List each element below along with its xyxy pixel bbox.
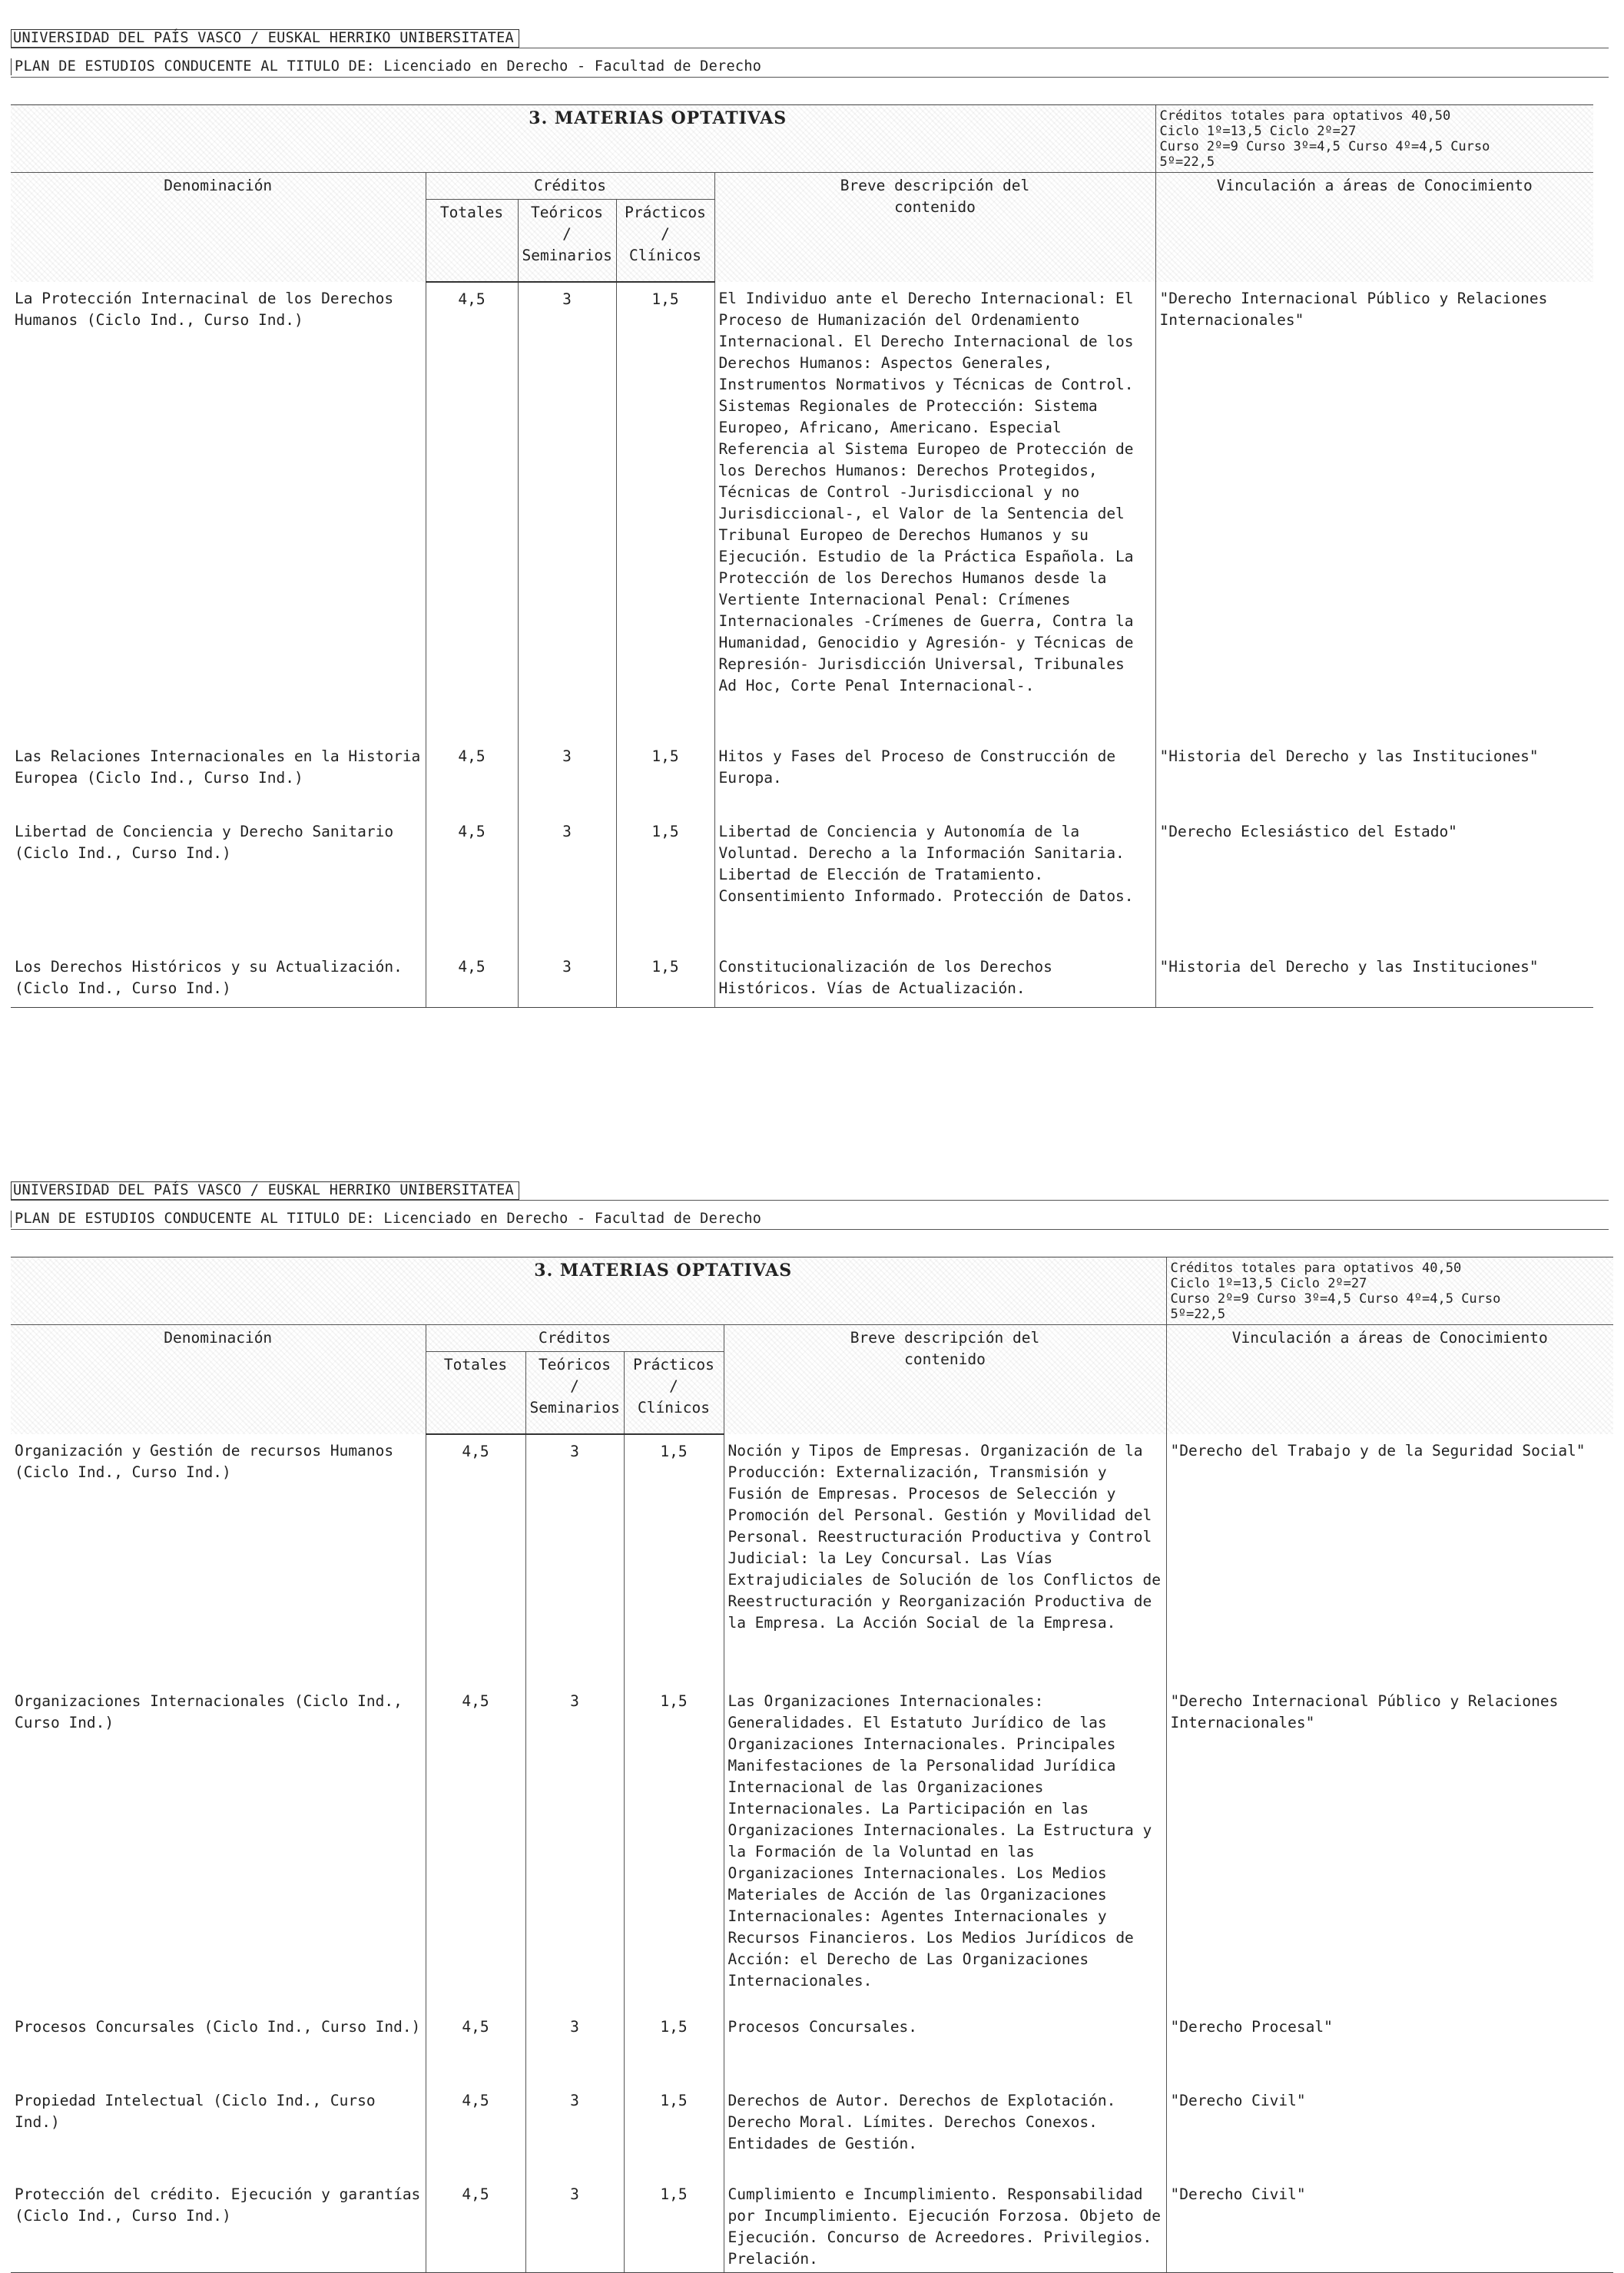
table-row [11, 2084, 1613, 2178]
credits-totales: 4,5 [426, 2010, 525, 2084]
credits-teoricos: 3 [518, 740, 616, 815]
subject-description: Libertad de Conciencia y Autonomía de la Voluntad. Derecho a la Información Sanitaria. Libertad de Elección de Tratamiento. Consentimiento Informado. Protección de Datos. [714, 815, 1155, 950]
subject-description: Procesos Concursales. [724, 2010, 1166, 2084]
university-header: UNIVERSIDAD DEL PAÍS VASCO / EUSKAL HERRIKO UNIBERSITATEA [11, 1181, 519, 1200]
table-row [11, 740, 1593, 815]
credits-teoricos: 3 [518, 282, 616, 740]
section-title: 3. MATERIAS OPTATIVAS [11, 1257, 1166, 1325]
table-row [11, 282, 1593, 740]
subject-name: La Protección Internacinal de los Derechos Humanos (Ciclo Ind., Curso Ind.) [11, 282, 426, 740]
header-rule [11, 77, 1609, 78]
plan-header: PLAN DE ESTUDIOS CONDUCENTE AL TITULO DE: Licenciado en Derecho - Facultad de Derecho [11, 1211, 761, 1228]
university-header: UNIVERSIDAD DEL PAÍS VASCO / EUSKAL HERRIKO UNIBERSITATEA [11, 29, 519, 48]
header-practicos-line3: Clínicos [638, 1399, 710, 1416]
subject-description: Hitos y Fases del Proceso de Construcción de Europa. [714, 740, 1155, 815]
credits-total [1166, 1257, 1613, 1325]
header-teoricos-line2: / [570, 1377, 579, 1395]
credits-teoricos: 3 [525, 2084, 624, 2178]
header-teoricos-line1: Teóricos [539, 1356, 611, 1373]
subject-description: Cumplimiento e Incumplimiento. Responsabilidad por Incumplimiento. Ejecución Forzosa. Objeto de Ejecución. Concurso de Acreedores. Privilegios. Prelación. [724, 2178, 1166, 2273]
subject-name: Los Derechos Históricos y su Actualización. (Ciclo Ind., Curso Ind.) [11, 950, 426, 1007]
header-creditos: Créditos [426, 1325, 724, 1352]
header-teoricos [518, 200, 616, 283]
credits-total-label: Créditos totales para optativos 40,50 [1170, 1261, 1462, 1276]
knowledge-area: "Derecho del Trabajo y de la Seguridad Social" [1170, 1442, 1586, 1460]
table-row [11, 2178, 1613, 2273]
knowledge-area: "Derecho Internacional Público y Relaciones Internacionales" [1170, 1692, 1559, 1731]
knowledge-area: "Derecho Eclesiástico del Estado" [1159, 823, 1457, 840]
header-teoricos-line3: Seminarios [529, 1399, 620, 1416]
credits-totales: 4,5 [426, 282, 518, 740]
credits-practicos: 1,5 [651, 290, 679, 308]
table-row [11, 950, 1593, 1007]
header-rule [11, 1200, 1609, 1201]
header-descripcion-line2: contenido [904, 1350, 986, 1368]
subject-description: Las Organizaciones Internacionales: Generalidades. El Estatuto Jurídico de las Organizaciones Internacionales. Principales Manifestaciones de la Personalidad Jurídica Internacional de las Organizaciones Internacionales. La Participación en las Organizaciones Internacionales. La Estructura y la Formación de la Voluntad en las Organizaciones Internacionales. Los Medios Materiales de Acción de las Organizaciones Internacionales: Agentes Internacionales y Recursos Financieros. Los Medios Jurídicos de Acción: el Derecho de Las Organizaciones Internacionales. [724, 1685, 1166, 2010]
credits-teoricos: 3 [518, 950, 616, 1007]
table-row [11, 2010, 1613, 2084]
credits-totales: 4,5 [426, 1434, 525, 1685]
table-row [11, 1434, 1613, 1685]
header-practicos-line1: Prácticos [625, 204, 706, 221]
credits-totales: 4,5 [426, 2084, 525, 2178]
optativas-table [11, 104, 1593, 1008]
subject-name: Las Relaciones Internacionales en la Historia Europea (Ciclo Ind., Curso Ind.) [11, 740, 426, 815]
credits-practicos: 1,5 [660, 1692, 688, 1710]
credits-totales: 4,5 [426, 950, 518, 1007]
header-vinculacion: Vinculación a áreas de Conocimiento [1166, 1325, 1613, 1435]
credits-practicos: 1,5 [651, 747, 679, 765]
credits-teoricos: 3 [525, 2010, 624, 2084]
header-descripcion-line1: Breve descripción del [850, 1329, 1040, 1347]
header-denominacion: Denominación [11, 1325, 426, 1435]
credits-totales: 4,5 [426, 1685, 525, 2010]
table-row [11, 1685, 1613, 2010]
subject-description: El Individuo ante el Derecho Internacional: El Proceso de Humanización del Ordenamiento Internacional. El Derecho Internacional de los Derechos Humanos: Aspectos Generales, Instrumentos Normativos y Técnicas de Control. Sistemas Regionales de Protección: Sistema Europeo, Africano, Americano. Especial Referencia al Sistema Europeo de Protección de los Derechos Humanos: Derechos Protegidos, Técnicas de Control -Jurisdiccional y no Jurisdiccional-, el Valor de la Sentencia del Tribunal Europeo de Derechos Humanos y su Ejecución. Estudio de la Práctica Española. La Protección de los Derechos Humanos desde la Vertiente Internacional Penal: Crímenes Internacionales -Crímenes de Guerra, Contra la Humanidad, Genocidio y Agresión- y Técnicas de Represión- Jurisdicción Universal, Tribunales Ad Hoc, Corte Penal Internacional-. [714, 282, 1155, 740]
credits-teoricos: 3 [525, 1434, 624, 1685]
credits-course: Curso 2º=9 Curso 3º=4,5 Curso 4º=4,5 Curso [1159, 139, 1490, 154]
knowledge-area: "Historia del Derecho y las Instituciones" [1155, 950, 1593, 1007]
credits-teoricos: 3 [525, 2178, 624, 2273]
credits-total [1155, 105, 1593, 173]
credits-practicos: 1,5 [651, 823, 679, 840]
optativas-table [11, 1257, 1613, 2273]
credits-teoricos: 3 [518, 815, 616, 950]
header-descripcion [714, 173, 1155, 283]
header-practicos-line3: Clínicos [629, 247, 701, 264]
subject-description: Derechos de Autor. Derechos de Explotación. Derecho Moral. Límites. Derechos Conexos. Entidades de Gestión. [724, 2084, 1166, 2178]
header-denominacion: Denominación [11, 173, 426, 283]
credits-course-5: 5º=22,5 [1159, 154, 1215, 170]
header-practicos-line2: / [669, 1377, 678, 1395]
knowledge-area: "Derecho Civil" [1170, 2092, 1306, 2109]
header-descripcion [724, 1325, 1166, 1435]
header-practicos-line1: Prácticos [633, 1356, 714, 1373]
subject-name: Protección del crédito. Ejecución y garantías (Ciclo Ind., Curso Ind.) [11, 2178, 426, 2273]
header-practicos-line2: / [661, 225, 670, 243]
header-teoricos [525, 1352, 624, 1435]
subject-description: Noción y Tipos de Empresas. Organización de la Producción: Externalización, Transmisión y Fusión de Empresas. Procesos de Selección y Promoción del Personal. Gestión y Movilidad del Personal. Reestructuración Productiva y Control Judicial: la Ley Concursal. Las Vías Extrajudiciales de Solución de los Conflictos de Reestructuración y Reorganización Productiva de la Empresa. La Acción Social de la Empresa. [724, 1434, 1166, 1685]
credits-practicos: 1,5 [660, 2092, 688, 2109]
header-practicos [624, 1352, 724, 1435]
header-teoricos-line3: Seminarios [522, 247, 612, 264]
credits-course-5: 5º=22,5 [1170, 1307, 1226, 1322]
subject-name: Procesos Concursales (Ciclo Ind., Curso Ind.) [11, 2010, 426, 2084]
credits-totales: 4,5 [426, 815, 518, 950]
credits-total-label: Créditos totales para optativos 40,50 [1159, 108, 1451, 124]
header-creditos: Créditos [426, 173, 714, 200]
subject-name: Libertad de Conciencia y Derecho Sanitario (Ciclo Ind., Curso Ind.) [11, 815, 426, 950]
credits-practicos: 1,5 [660, 1443, 688, 1460]
knowledge-area: "Derecho Civil" [1166, 2178, 1613, 2273]
knowledge-area: "Derecho Procesal" [1170, 2018, 1333, 2036]
header-totales: Totales [426, 1352, 525, 1435]
knowledge-area: "Derecho Internacional Público y Relaciones Internacionales" [1159, 290, 1548, 329]
table-row [11, 815, 1593, 950]
credits-course: Curso 2º=9 Curso 3º=4,5 Curso 4º=4,5 Curso [1170, 1291, 1501, 1307]
credits-teoricos: 3 [525, 1685, 624, 2010]
subject-name: Organizaciones Internacionales (Ciclo Ind., Curso Ind.) [11, 1685, 426, 2010]
header-rule [11, 1229, 1609, 1230]
subject-description: Constitucionalización de los Derechos Históricos. Vías de Actualización. [714, 950, 1155, 1007]
credits-practicos: 1,5 [660, 2018, 688, 2036]
header-descripcion-line2: contenido [894, 198, 976, 216]
credits-totales: 4,5 [426, 740, 518, 815]
knowledge-area: "Historia del Derecho y las Instituciones" [1159, 747, 1539, 765]
header-teoricos-line2: / [562, 225, 572, 243]
section-title: 3. MATERIAS OPTATIVAS [11, 105, 1155, 173]
header-teoricos-line1: Teóricos [531, 204, 603, 221]
credits-practicos: 1,5 [616, 950, 714, 1007]
credits-practicos: 1,5 [624, 2178, 724, 2273]
subject-name: Propiedad Intelectual (Ciclo Ind., Curso Ind.) [11, 2084, 426, 2178]
credits-totales: 4,5 [426, 2178, 525, 2273]
subject-name: Organización y Gestión de recursos Humanos (Ciclo Ind., Curso Ind.) [11, 1434, 426, 1685]
header-descripcion-line1: Breve descripción del [840, 177, 1030, 194]
header-practicos [616, 200, 714, 283]
credits-cycle: Ciclo 1º=13,5 Ciclo 2º=27 [1159, 124, 1357, 139]
header-vinculacion: Vinculación a áreas de Conocimiento [1155, 173, 1593, 283]
credits-cycle: Ciclo 1º=13,5 Ciclo 2º=27 [1170, 1276, 1367, 1291]
plan-header: PLAN DE ESTUDIOS CONDUCENTE AL TITULO DE: Licenciado en Derecho - Facultad de Derecho [11, 58, 761, 75]
header-totales: Totales [426, 200, 518, 283]
